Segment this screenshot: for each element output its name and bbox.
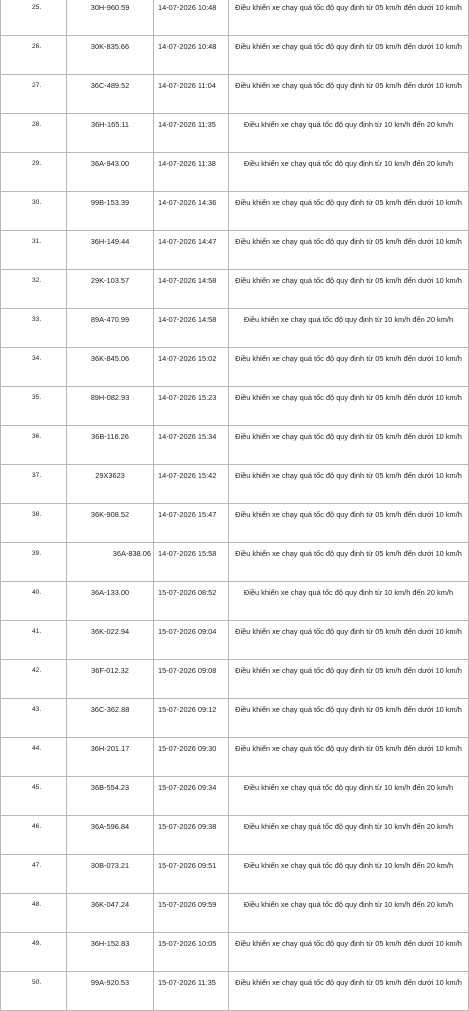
violation-time: 15-07-2026 09:34	[154, 777, 229, 816]
violation-description: Điều khiển xe chạy quá tốc độ quy định từ 05 km/h đến dưới 10 km/h	[229, 972, 469, 1011]
row-number: 29.	[1, 153, 67, 192]
license-plate: 36C-489.52	[67, 75, 154, 114]
violation-time: 15-07-2026 09:04	[154, 621, 229, 660]
table-row	[1, 933, 469, 972]
table-row	[1, 387, 469, 426]
violation-description: Điều khiển xe chạy quá tốc độ quy định từ 05 km/h đến dưới 10 km/h	[229, 543, 469, 582]
row-number: 35.	[1, 387, 67, 426]
table-row	[1, 816, 469, 855]
row-number: 40.	[1, 582, 67, 621]
license-plate: 30H-960.59	[67, 0, 154, 36]
violation-time: 14-07-2026 11:35	[154, 114, 229, 153]
license-plate: 36A-596.84	[67, 816, 154, 855]
license-plate: 36K-908.52	[67, 504, 154, 543]
violation-time: 14-07-2026 14:58	[154, 309, 229, 348]
violation-time: 14-07-2026 14:58	[154, 270, 229, 309]
table-row	[1, 582, 469, 621]
row-number: 48.	[1, 894, 67, 933]
violation-time: 14-07-2026 11:38	[154, 153, 229, 192]
violation-description: Điều khiển xe chạy quá tốc độ quy định từ 05 km/h đến dưới 10 km/h	[229, 933, 469, 972]
row-number: 47.	[1, 855, 67, 894]
violation-description: Điều khiển xe chạy quá tốc độ quy định từ 05 km/h đến dưới 10 km/h	[229, 660, 469, 699]
violation-description: Điều khiển xe chạy quá tốc độ quy định từ 05 km/h đến dưới 10 km/h	[229, 426, 469, 465]
row-number: 25.	[1, 0, 67, 36]
table-row	[1, 855, 469, 894]
row-number: 27.	[1, 75, 67, 114]
violation-description: Điều khiển xe chạy quá tốc độ quy định từ 10 km/h đến 20 km/h	[229, 114, 469, 153]
violation-description: Điều khiển xe chạy quá tốc độ quy định từ 10 km/h đến 20 km/h	[229, 894, 469, 933]
violation-time: 14-07-2026 15:34	[154, 426, 229, 465]
violation-time: 14-07-2026 15:47	[154, 504, 229, 543]
violation-time: 14-07-2026 10:48	[154, 36, 229, 75]
violation-description: Điều khiển xe chạy quá tốc độ quy định từ 10 km/h đến 20 km/h	[229, 153, 469, 192]
violation-description: Điều khiển xe chạy quá tốc độ quy định từ 05 km/h đến dưới 10 km/h	[229, 738, 469, 777]
row-number: 50.	[1, 972, 67, 1011]
violation-time: 14-07-2026 15:02	[154, 348, 229, 387]
violation-time: 15-07-2026 09:12	[154, 699, 229, 738]
violation-description: Điều khiển xe chạy quá tốc độ quy định từ 10 km/h đến 20 km/h	[229, 309, 469, 348]
table-row	[1, 231, 469, 270]
table-row	[1, 114, 469, 153]
violation-description: Điều khiển xe chạy quá tốc độ quy định từ 05 km/h đến dưới 10 km/h	[229, 75, 469, 114]
table-row	[1, 309, 469, 348]
row-number: 39.	[1, 543, 67, 582]
violation-description: Điều khiển xe chạy quá tốc độ quy định từ 05 km/h đến dưới 10 km/h	[229, 0, 469, 36]
row-number: 42.	[1, 660, 67, 699]
violation-description: Điều khiển xe chạy quá tốc độ quy định từ 05 km/h đến dưới 10 km/h	[229, 36, 469, 75]
row-number: 33.	[1, 309, 67, 348]
violation-time: 15-07-2026 09:51	[154, 855, 229, 894]
row-number: 34.	[1, 348, 67, 387]
violation-description: Điều khiển xe chạy quá tốc độ quy định từ 10 km/h đến 20 km/h	[229, 855, 469, 894]
table-row	[1, 621, 469, 660]
license-plate: 29K-103.57	[67, 270, 154, 309]
table-row	[1, 972, 469, 1011]
license-plate: 36K-845.06	[67, 348, 154, 387]
license-plate: 30B-073.21	[67, 855, 154, 894]
row-number: 36.	[1, 426, 67, 465]
license-plate: 36C-362.88	[67, 699, 154, 738]
license-plate: 36K-047.24	[67, 894, 154, 933]
table-row	[1, 36, 469, 75]
row-number: 44.	[1, 738, 67, 777]
license-plate: 36A-943.00	[67, 153, 154, 192]
row-number: 31.	[1, 231, 67, 270]
license-plate: 30K-835.66	[67, 36, 154, 75]
row-number: 37.	[1, 465, 67, 504]
table-row	[1, 192, 469, 231]
table-row	[1, 894, 469, 933]
violation-time: 15-07-2026 11:35	[154, 972, 229, 1011]
table-row	[1, 777, 469, 816]
violation-description: Điều khiển xe chạy quá tốc độ quy định từ 05 km/h đến dưới 10 km/h	[229, 231, 469, 270]
violation-time: 14-07-2026 15:58	[154, 543, 229, 582]
violation-description: Điều khiển xe chạy quá tốc độ quy định từ 05 km/h đến dưới 10 km/h	[229, 192, 469, 231]
violation-description: Điều khiển xe chạy quá tốc độ quy định từ 05 km/h đến dưới 10 km/h	[229, 504, 469, 543]
row-number: 46.	[1, 816, 67, 855]
license-plate: 29X3623	[67, 465, 154, 504]
table-row	[1, 660, 469, 699]
table-row	[1, 75, 469, 114]
row-number: 26.	[1, 36, 67, 75]
violation-description: Điều khiển xe chạy quá tốc độ quy định từ 05 km/h đến dưới 10 km/h	[229, 465, 469, 504]
license-plate: 36A-838.06	[67, 543, 154, 582]
license-plate: 36B-116.26	[67, 426, 154, 465]
table-row	[1, 153, 469, 192]
violation-time: 14-07-2026 10:48	[154, 0, 229, 36]
violation-time: 15-07-2026 09:38	[154, 816, 229, 855]
license-plate: 36H-149.44	[67, 231, 154, 270]
license-plate: 36H-152.83	[67, 933, 154, 972]
table-row	[1, 699, 469, 738]
table-row	[1, 543, 469, 582]
table-row	[1, 426, 469, 465]
table-row	[1, 738, 469, 777]
violation-description: Điều khiển xe chạy quá tốc độ quy định từ 05 km/h đến dưới 10 km/h	[229, 270, 469, 309]
license-plate: 36H-201.17	[67, 738, 154, 777]
row-number: 38.	[1, 504, 67, 543]
license-plate: 36H-165.11	[67, 114, 154, 153]
violation-time: 15-07-2026 09:08	[154, 660, 229, 699]
table-row	[1, 0, 469, 36]
violation-description: Điều khiển xe chạy quá tốc độ quy định từ 10 km/h đến 20 km/h	[229, 777, 469, 816]
license-plate: 99B-153.39	[67, 192, 154, 231]
violation-time: 14-07-2026 14:36	[154, 192, 229, 231]
license-plate: 99A-920.53	[67, 972, 154, 1011]
table-row	[1, 465, 469, 504]
row-number: 30.	[1, 192, 67, 231]
violation-description: Điều khiển xe chạy quá tốc độ quy định từ 05 km/h đến dưới 10 km/h	[229, 387, 469, 426]
row-number: 32.	[1, 270, 67, 309]
violation-description: Điều khiển xe chạy quá tốc độ quy định từ 05 km/h đến dưới 10 km/h	[229, 348, 469, 387]
license-plate: 36F-012.32	[67, 660, 154, 699]
violation-description: Điều khiển xe chạy quá tốc độ quy định từ 10 km/h đến 20 km/h	[229, 582, 469, 621]
table-row	[1, 270, 469, 309]
violation-description: Điều khiển xe chạy quá tốc độ quy định từ 10 km/h đến 20 km/h	[229, 816, 469, 855]
violation-time: 15-07-2026 09:30	[154, 738, 229, 777]
license-plate: 36A-133.00	[67, 582, 154, 621]
violation-description: Điều khiển xe chạy quá tốc độ quy định từ 05 km/h đến dưới 10 km/h	[229, 621, 469, 660]
license-plate: 36B-554.23	[67, 777, 154, 816]
violation-time: 14-07-2026 15:23	[154, 387, 229, 426]
violation-time: 14-07-2026 15:42	[154, 465, 229, 504]
row-number: 43.	[1, 699, 67, 738]
violation-time: 15-07-2026 09:59	[154, 894, 229, 933]
violations-table-body	[1, 0, 469, 1011]
violation-time: 15-07-2026 08:52	[154, 582, 229, 621]
violation-time: 15-07-2026 10:05	[154, 933, 229, 972]
license-plate: 89H-082.93	[67, 387, 154, 426]
license-plate: 89A-470.99	[67, 309, 154, 348]
row-number: 28.	[1, 114, 67, 153]
violation-description: Điều khiển xe chạy quá tốc độ quy định từ 05 km/h đến dưới 10 km/h	[229, 699, 469, 738]
violation-time: 14-07-2026 14:47	[154, 231, 229, 270]
row-number: 41.	[1, 621, 67, 660]
row-number: 45.	[1, 777, 67, 816]
row-number: 49.	[1, 933, 67, 972]
table-row	[1, 348, 469, 387]
license-plate: 36K-022.94	[67, 621, 154, 660]
violation-time: 14-07-2026 11:04	[154, 75, 229, 114]
table-row	[1, 504, 469, 543]
